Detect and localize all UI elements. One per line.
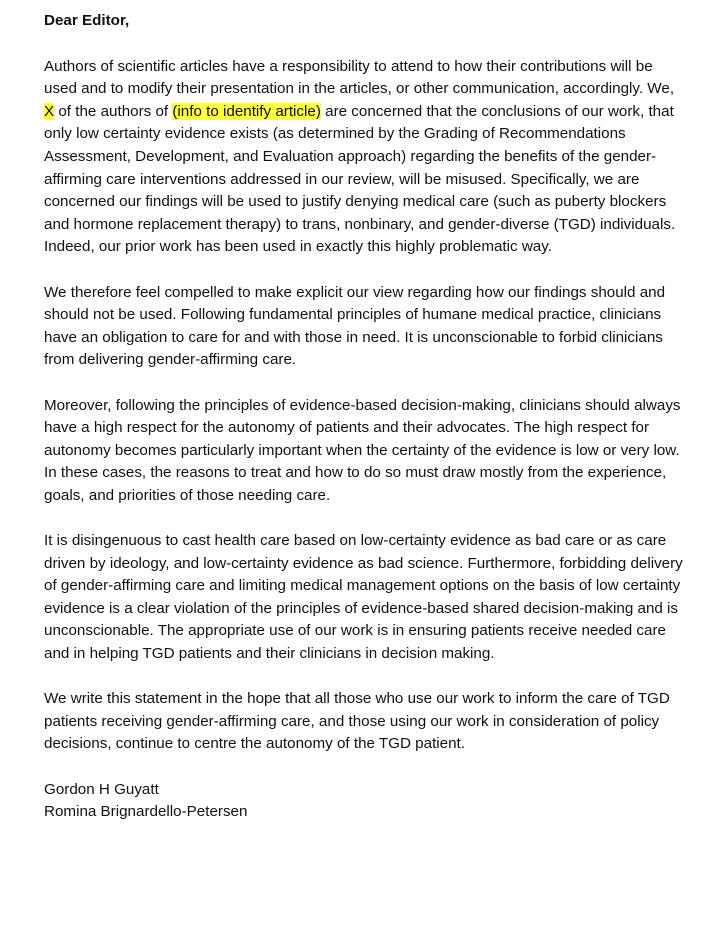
paragraph-3: Moreover, following the principles of evidence-based decision-making, clinicians should always have a high respect for the autonomy of patients and their advocates. The high respect for autonomy becomes particularly important when the certainty of the evidence is low or very low. In these cases, the reasons to treat and how to do so must draw mostly from the experience, goals, and priorities of those needing care. [44,396,681,504]
paragraph-4: It is disingenuous to cast health care based on low-certainty evidence as bad care or as care driven by ideology, and low-certainty evidence as bad science. Furthermore, forbidding delivery of gender-affirming care and limiting medical management options on the basis of low certainty evidence is a clear violation of the principles of evidence-based shared decision-making and is unconscionable. The appropriate use of our work is in ensuring patients receive needed care and in helping TGD patients and their clinicians in decision making. [44,532,683,663]
paragraph-1-text-end: are concerned that the conclusions of our work, that only low certainty evidence exists (as determined by the Grading of Recommendations Assessment, Development, and Evaluation approach) regarding the benefits of the gender-affirming care interventions addressed in our review, will be misused. Specifically, we are concerned our findings will be used to justify denying medical care (such as puberty blockers and hormone replacement therapy) to trans, nonbinary, and gender-diverse (TGD) individuals. Indeed, our prior work has been used in exactly this highly problematic way. [44,102,676,256]
signature-name: Romina Brignardello-Petersen [44,803,248,821]
paragraph-1 [44,56,684,259]
paragraph-2: We therefore feel compelled to make explicit our view regarding how our findings should and should not be used. Following fundamental principles of humane medical practice, clinicians have an obligation to care for and with those in need. It is unconscionable to forbid clinicians from delivering gender-affirming care. [44,283,666,369]
signature-name: Gordon H Guyatt [44,780,159,798]
letter-document [44,10,684,824]
paragraph-1-text-start: Authors of scientific articles have a responsibility to attend to how their contributions will be used and to modify their presentation in the articles, or other communication, accordingly. We, [44,57,675,98]
paragraph-5: We write this statement in the hope that all those who use our work to inform the care of TGD patients receiving gender-affirming care, and those using our work in consideration of policy decisions, continue to centre the autonomy of the TGD patient. [44,690,670,753]
highlighted-placeholder-article: (info to identify article) [172,102,321,120]
highlighted-placeholder-x: X [44,102,55,120]
paragraph-1-text-middle: of the authors of [54,102,173,120]
salutation: Dear Editor, [44,12,130,29]
signature-block [44,779,684,824]
